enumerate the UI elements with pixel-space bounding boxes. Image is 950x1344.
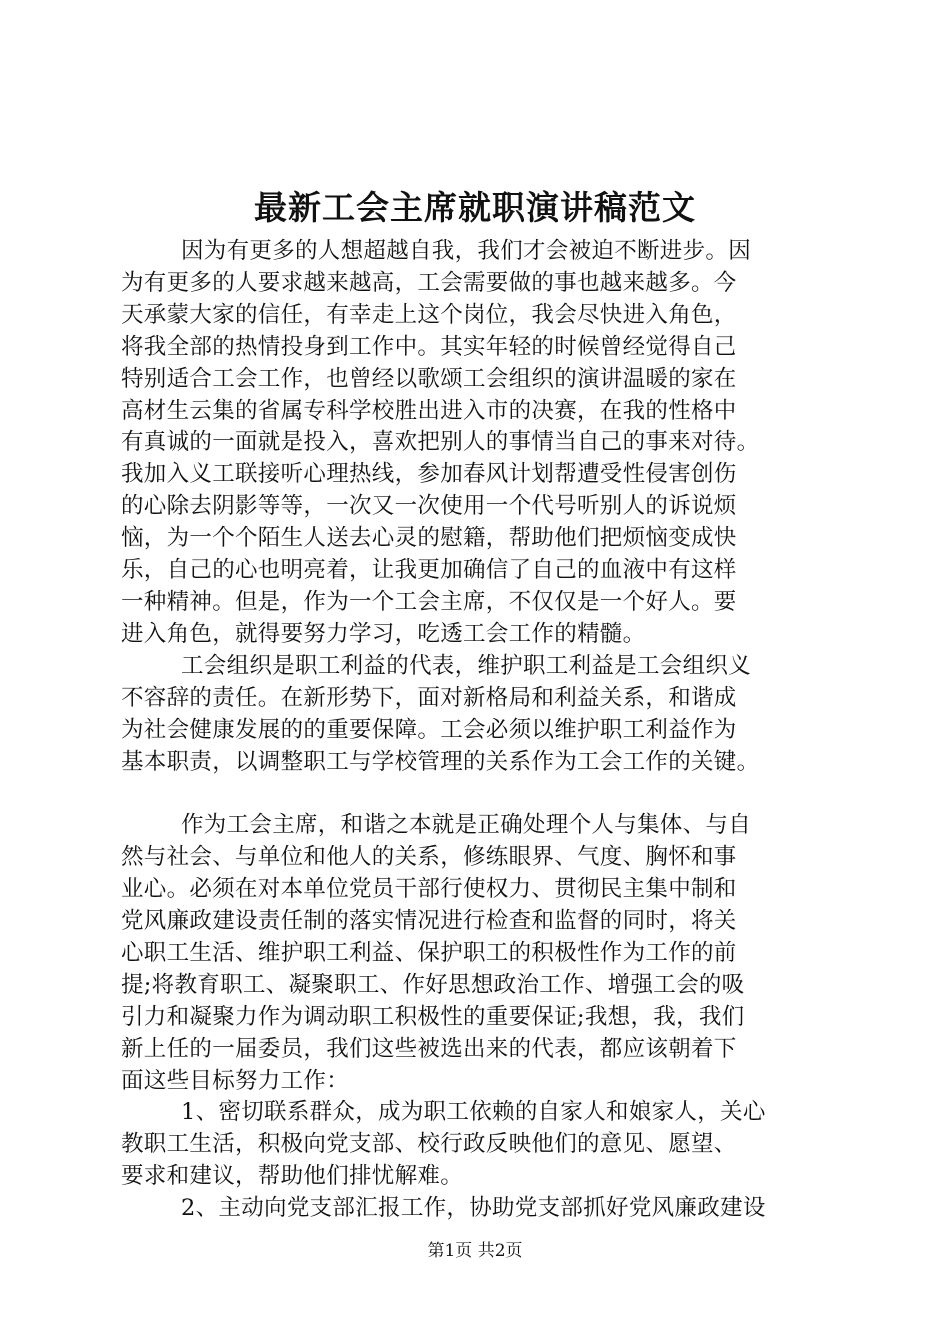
document-title: 最新工会主席就职演讲稿范文 xyxy=(254,188,696,227)
text-line: 将我全部的热情投身到工作中。其实年轻的时候曾经觉得自己 xyxy=(121,333,737,360)
text-line: 为社会健康发展的的重要保障。工会必须以维护职工利益作为 xyxy=(121,716,737,743)
text-line: 党风廉政建设责任制的落实情况进行检查和监督的同时，将关 xyxy=(121,908,737,935)
text-line: 为有更多的人要求越来越高，工会需要做的事也越来越多。今 xyxy=(121,269,737,296)
text-line: 进入角色，就得要努力学习，吃透工会工作的精髓。 xyxy=(121,620,646,647)
text-line: 的心除去阴影等等，一次又一次使用一个代号听别人的诉说烦 xyxy=(121,493,737,520)
text-line: 基本职责，以调整职工与学校管理的关系作为工会工作的关键。 xyxy=(121,748,760,775)
text-line: 心职工生活、维护职工利益、保护职工的积极性作为工作的前 xyxy=(121,939,737,966)
text-line: 一种精神。但是，作为一个工会主席，不仅仅是一个好人。要 xyxy=(121,588,737,615)
text-line: 我加入义工联接听心理热线，参加春风计划帮遭受性侵害创伤 xyxy=(121,461,737,488)
text-line: 不容辞的责任。在新形势下，面对新格局和利益关系，和谐成 xyxy=(121,684,737,711)
text-line: 引力和凝聚力作为调动职工积极性的重要保证;我想，我，我们 xyxy=(121,1003,745,1030)
text-line: 教职工生活，积极向党支部、校行政反映他们的意见、愿望、 xyxy=(121,1131,737,1158)
text-line: 1、密切联系群众，成为职工依赖的自家人和娘家人，关心 xyxy=(181,1099,766,1126)
text-line: 面这些目标努力工作： xyxy=(121,1067,350,1094)
text-line: 要求和建议，帮助他们排忧解难。 xyxy=(121,1163,464,1190)
paragraph-4 xyxy=(121,1097,833,1193)
document-body xyxy=(121,236,833,1225)
paragraph-1 xyxy=(121,236,833,651)
paragraph-2 xyxy=(121,651,833,779)
text-line: 提;将教育职工、凝聚职工、作好思想政治工作、增强工会的吸 xyxy=(121,971,745,998)
blank-line xyxy=(121,778,833,810)
text-line: 工会组织是职工利益的代表，维护职工利益是工会组织义 xyxy=(181,652,752,679)
text-line: 恼，为一个个陌生人送去心灵的慰籍，帮助他们把烦恼变成快 xyxy=(121,525,737,552)
text-line: 天承蒙大家的信任，有幸走上这个岗位，我会尽快进入角色， xyxy=(121,301,737,328)
text-line: 乐，自己的心也明亮着，让我更加确信了自己的血液中有这样 xyxy=(121,557,737,584)
text-line: 2、主动向党支部汇报工作，协助党支部抓好党风廉政建设 xyxy=(181,1195,766,1222)
paragraph-3 xyxy=(121,810,833,1097)
text-line: 新上任的一届委员，我们这些被选出来的代表，都应该朝着下 xyxy=(121,1035,737,1062)
text-line: 特别适合工会工作，也曾经以歌颂工会组织的演讲温暖的家在 xyxy=(121,365,737,392)
text-line: 高材生云集的省属专科学校胜出进入市的决赛，在我的性格中 xyxy=(121,397,737,424)
text-line: 有真诚的一面就是投入，喜欢把别人的事情当自己的事来对待。 xyxy=(121,429,760,456)
page-footer: 第1页 共2页 xyxy=(427,1241,523,1261)
paragraph-5 xyxy=(121,1193,833,1225)
text-line: 作为工会主席，和谐之本就是正确处理个人与集体、与自 xyxy=(181,812,752,839)
text-line: 业心。必须在对本单位党员干部行使权力、贯彻民主集中制和 xyxy=(121,876,737,903)
text-line: 然与社会、与单位和他人的关系，修练眼界、气度、胸怀和事 xyxy=(121,844,737,871)
text-line: 因为有更多的人想超越自我，我们才会被迫不断进步。因 xyxy=(181,238,752,264)
